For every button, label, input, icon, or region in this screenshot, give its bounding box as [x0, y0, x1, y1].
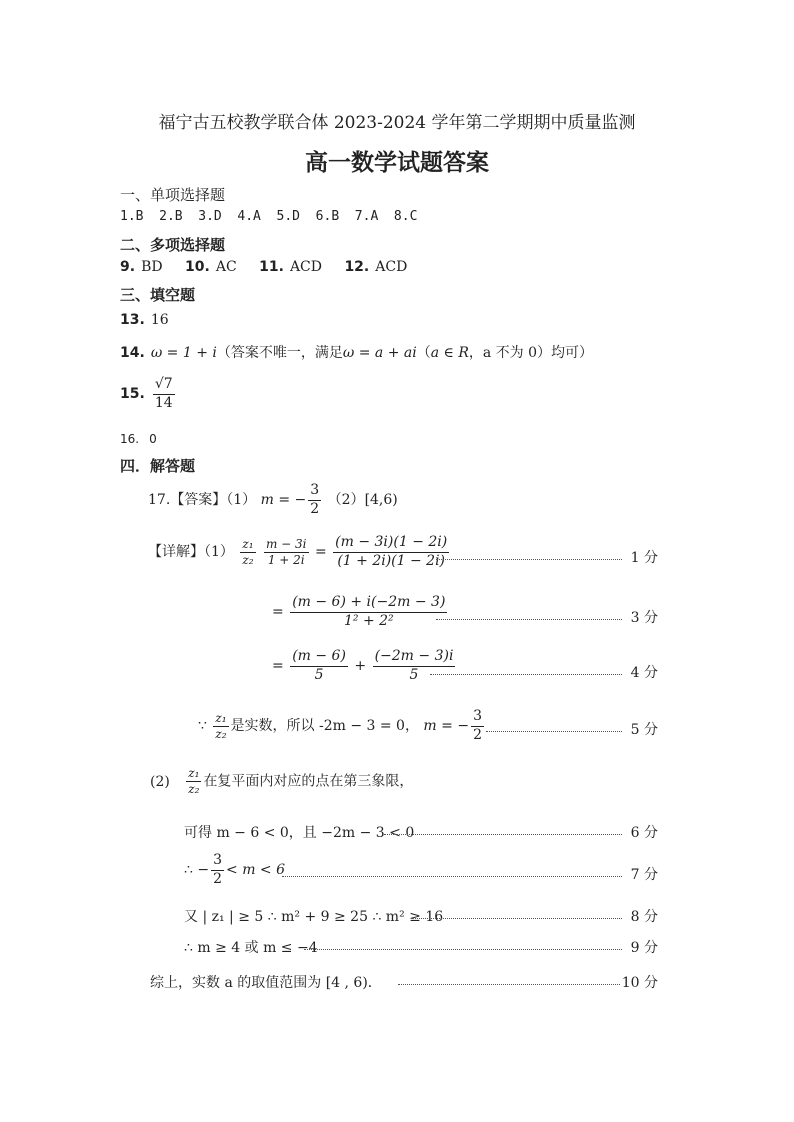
- step4-num: 3: [471, 708, 484, 727]
- section-solutions: 四．解答题: [120, 457, 196, 475]
- q14-row: [120, 342, 593, 362]
- step1-frac1-den: 1 + 2i: [267, 552, 305, 567]
- score-6: 7 分: [630, 867, 658, 883]
- q17-ans1-num: 3: [308, 482, 321, 501]
- q17-step4: [198, 708, 486, 744]
- score-8: 9 分: [630, 940, 658, 956]
- step4-text: 是实数，所以 -2m − 3 = 0，: [230, 718, 419, 734]
- section-multi-choice: 二、多项选择题: [120, 236, 226, 254]
- q17-ans1-fraction: [308, 482, 321, 518]
- step1-frac2-num: (m − 3i)(1 − 2i): [333, 534, 449, 553]
- q13-row: [120, 312, 169, 328]
- z-ratio: [240, 537, 255, 568]
- q17-ans2-label: （2）: [327, 492, 365, 508]
- q17-ans1: m = −: [260, 492, 307, 508]
- section-fill-blank: 三、填空题: [120, 286, 196, 304]
- score-1: 1 分: [630, 550, 658, 566]
- part2-line4: ∴ m ≥ 4 或 m ≤ −4: [184, 940, 318, 956]
- part2-line1: 可得 m − 6 < 0，且 −2m − 3 < 0: [184, 825, 415, 841]
- part2-l2-b: < m < 6: [226, 862, 286, 878]
- step2-den: 1² + 2²: [343, 612, 394, 629]
- q15-denominator: 14: [154, 394, 173, 411]
- q17-ans1-den: 2: [310, 500, 320, 517]
- z2-c: z₂: [188, 782, 200, 796]
- q17-head: 17.【答案】（1）: [148, 492, 257, 508]
- score-4: 5 分: [630, 722, 658, 738]
- q15-numerator: √7: [153, 376, 175, 395]
- leader-6: [282, 876, 622, 877]
- q17-ans2: [4,6): [364, 492, 398, 508]
- q11-answer: ACD: [289, 259, 322, 275]
- score-2: 3 分: [630, 610, 658, 626]
- q17-step3: = $\frac{(m - 6)}{5}$ + $\frac{(-2m - 3)i}{5}$: [272, 648, 454, 683]
- step2-num: (m − 6) + i(−2m − 3): [290, 594, 447, 613]
- step3-frac1-den: 5: [314, 666, 324, 683]
- leader-8: [304, 949, 622, 950]
- part2-l2-num: 3: [211, 852, 224, 871]
- score-5: 6 分: [630, 825, 658, 841]
- part2-l2-a: ∴ −: [184, 862, 210, 878]
- q12-label: 12.: [344, 259, 370, 275]
- leader-4: [486, 731, 622, 732]
- step3-frac1: [290, 648, 348, 684]
- q14-note-c: ，a 不为 0）均可）: [468, 345, 594, 361]
- q14-expr2: ω = a + ai: [342, 345, 417, 361]
- z2: z₂: [242, 552, 254, 567]
- q13-answer: 16: [150, 312, 169, 328]
- q10-answer: AC: [215, 259, 237, 275]
- q9-answer: BD: [141, 259, 163, 275]
- because-symbol: ∵: [198, 718, 207, 734]
- z1: z₁: [242, 536, 254, 551]
- leader-9: [398, 984, 620, 985]
- part2-line2: [184, 852, 285, 888]
- z1-c: z₁: [188, 766, 200, 780]
- q10-label: 10.: [185, 259, 210, 275]
- part2-line3: 又 | z₁ | ≥ 5 ∴ m² + 9 ≥ 25 ∴ m² ≥ 16: [184, 909, 444, 925]
- q16-label: 16.: [120, 432, 140, 446]
- q17-step1: 【详解】（1） $\frac{\text{z₁}}{\text{z₂}}$ $\frac{m - 3i}{1 + 2i}$ = $\frac{(m - 3i)(1 - 2i)}{(1 + 2i)(1 - 2i)}$: [148, 534, 448, 569]
- q17-step2: = $\frac{(m - 6) + i(-2m - 3)}{\text{1² + 2²}}$: [272, 594, 446, 629]
- step1-frac2-den: (1 + 2i)(1 − 2i): [337, 552, 446, 569]
- q14-expr: ω = 1 + i: [150, 345, 217, 361]
- q15-label: 15.: [120, 386, 145, 402]
- step1-frac1-num: m − 3i: [265, 536, 307, 551]
- part2-l2-frac: [211, 852, 224, 888]
- q17-part2: [150, 766, 413, 797]
- q16-answer: 0: [149, 432, 157, 446]
- q14-label: 14.: [120, 345, 145, 361]
- z-ratio-2: [213, 711, 228, 742]
- step2-frac: [290, 594, 447, 630]
- q15-row: [120, 376, 177, 412]
- part2-text: 在复平面内对应的点在第三象限，: [203, 773, 414, 790]
- page-title-line2: 高一数学试题答案: [305, 150, 489, 176]
- leader-3: [430, 674, 622, 675]
- q14-note-b: （: [416, 345, 431, 361]
- detail-label: 【详解】（1）: [148, 544, 234, 560]
- step4-den: 2: [473, 726, 482, 743]
- step1-frac1: [264, 537, 309, 568]
- part2-label: (2): [150, 773, 170, 790]
- multi-choice-answers: [120, 259, 407, 275]
- step3-frac2: [373, 648, 456, 684]
- q13-label: 13.: [120, 312, 145, 328]
- score-9: 10 分: [621, 975, 658, 991]
- step3-frac1-num: (m − 6): [290, 648, 348, 667]
- z2-b: z₂: [215, 726, 227, 741]
- z-ratio-3: [186, 766, 201, 797]
- q14-cond: a ∈ R: [430, 345, 469, 361]
- score-7: 8 分: [630, 909, 658, 925]
- z1-b: z₁: [215, 710, 227, 725]
- q11-label: 11.: [259, 259, 284, 275]
- conclusion: 综上，实数 a 的取值范围为 [4 , 6)．: [150, 975, 382, 991]
- page-title-line1: 福宁古五校教学联合体 2023-2024 学年第二学期期中质量监测: [158, 113, 636, 133]
- step4-frac: [471, 708, 484, 744]
- q16-row: [120, 432, 157, 446]
- leader-5: [384, 834, 622, 835]
- step3-frac2-den: 5: [409, 666, 419, 683]
- part2-l2-den: 2: [213, 870, 223, 887]
- single-choice-answers: 1.B 2.B 3.D 4.A 5.D 6.B 7.A 8.C: [120, 209, 418, 224]
- step3-frac2-num: (−2m − 3)i: [373, 648, 456, 667]
- q12-answer: ACD: [375, 259, 408, 275]
- step4-ans: m = −: [423, 718, 470, 734]
- leader-1: [436, 559, 622, 560]
- score-3: 4 分: [630, 665, 658, 681]
- leader-2: [436, 619, 622, 620]
- step1-frac2: [333, 534, 449, 570]
- section-single-choice: 一、单项选择题: [120, 186, 226, 204]
- q9-label: 9.: [120, 259, 136, 275]
- q17-answer-row: [148, 482, 398, 518]
- q15-fraction: [153, 376, 175, 412]
- q14-note-a: （答案不唯一，满足: [216, 345, 343, 361]
- leader-7: [412, 918, 622, 919]
